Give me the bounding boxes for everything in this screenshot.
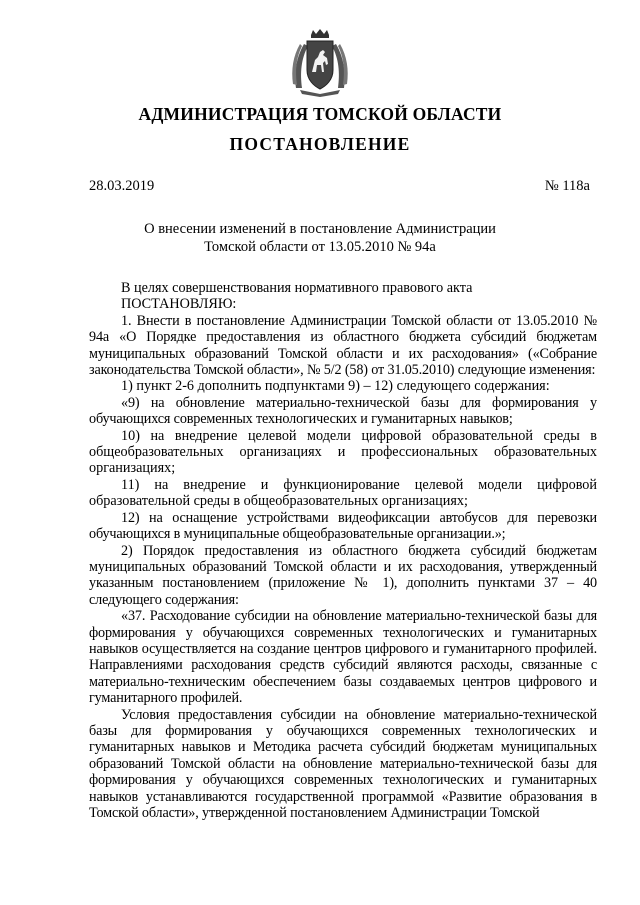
organization-title: АДМИНИСТРАЦИЯ ТОМСКОЙ ОБЛАСТИ — [138, 104, 502, 124]
subject-line: О внесении изменений в постановление Администрации — [144, 221, 496, 237]
document-type: ПОСТАНОВЛЕНИЕ — [229, 134, 411, 154]
paragraph: Условия предоставления субсидии на обновление материально-технической базы для формирования у обучающихся современных технологических и гуманитарных навыков и Методика расчета субсидий бюджетам муниципальных образований Томской области на обновление материально-технической базы для формирования у обучающихся современных технологических и гуманитарных навыков устанавливаются государственной программой «Развитие образования в Томской области», утвержденной постановлением Администрации Томской — [89, 706, 597, 821]
paragraph: ПОСТАНОВЛЯЮ: — [121, 296, 237, 313]
paragraph: В целях совершенствования нормативного правового акта — [121, 280, 473, 296]
coat-of-arms-icon — [290, 28, 350, 98]
document-subject — [0, 220, 640, 256]
paragraph: 2) Порядок предоставления из областного бюджета субсидий бюджетам муниципальных образований Томской области и их расходования, утвержденный указанным постановлением (приложение № 1), дополнить пунктами 37 – 40 следующего содержания: — [89, 542, 597, 608]
subject-line: Томской области от 13.05.2010 № 94а — [204, 239, 436, 255]
paragraph: 1) пункт 2-6 дополнить подпунктами 9) – 12) следующего содержания: — [121, 378, 550, 395]
paragraph: 1. Внести в постановление Администрации Томской области от 13.05.2010 № 94а «О Порядке предоставления из областного бюджета субсидий бюджетам муниципальных образований Томской области и их расходования» («Собрание законодательства Томской области», № 5/2 (58) от 31.05.2010) следующие изменения: — [89, 312, 597, 379]
paragraph: 12) на оснащение устройствами видеофиксации автобусов для перевозки обучающихся в муниципальные общеобразовательные организации.»; — [89, 509, 597, 543]
document-date: 28.03.2019 — [89, 178, 155, 194]
paragraph: 11) на внедрение и функционирование целевой модели цифровой образовательной среды в общеобразовательных организациях; — [89, 476, 597, 510]
document-body — [89, 280, 597, 821]
paragraph: «37. Расходование субсидии на обновление материально-технической базы для формирования у обучающихся современных технологических и гуманитарных навыков осуществляется на создание центров цифрового и гуманитарного профилей. Направлениями расходования средств субсидий являются расходы, связанные с материально-техническим обеспечением базы создаваемых центров цифрового и гуманитарного профилей. — [89, 608, 597, 707]
paragraph: «9) на обновление материально-технической базы для формирования у обучающихся современных технологических и гуманитарных навыков; — [89, 394, 597, 428]
document-number: № 118а — [544, 178, 590, 194]
paragraph: 10) на внедрение целевой модели цифровой образовательной среды в общеобразовательных организациях и профессиональных образовательных организациях; — [89, 427, 597, 477]
